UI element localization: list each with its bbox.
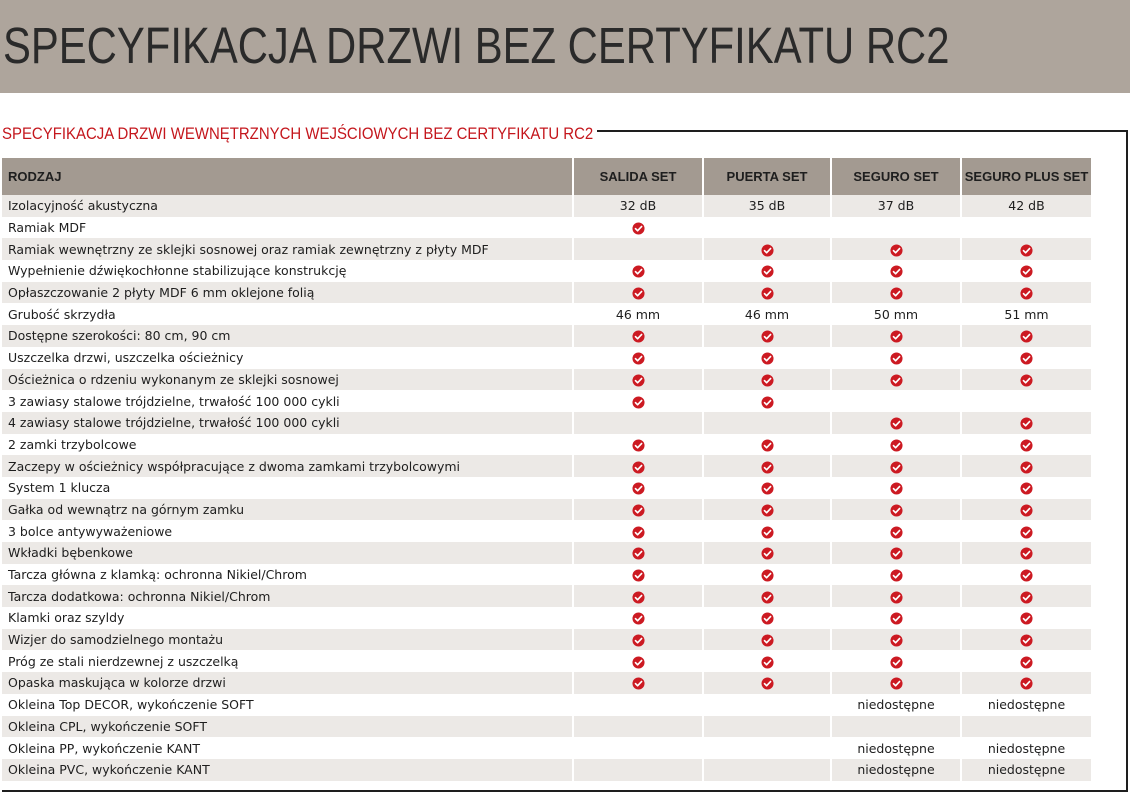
row-cell: [573, 369, 703, 391]
row-cell: [961, 564, 1091, 586]
row-label: Tarcza główna z klamką: ochronna Nikiel/Chrom: [2, 564, 573, 586]
row-value: niedostępne: [987, 740, 1066, 756]
check-icon: [632, 656, 645, 669]
row-label: Okleina PVC, wykończenie KANT: [2, 759, 573, 781]
row-cell: [703, 672, 831, 694]
row-label: Ramiak wewnętrzny ze sklejki sosnowej oraz ramiak zewnętrzny z płyty MDF: [2, 238, 573, 260]
row-cell: [703, 650, 831, 672]
check-icon: [1020, 330, 1033, 343]
row-label: Próg ze stali nierdzewnej z uszczelką: [2, 650, 573, 672]
row-cell: [573, 412, 703, 434]
row-cell: [703, 585, 831, 607]
row-cell: [961, 585, 1091, 607]
frame-line-bottom: [2, 790, 1128, 792]
row-cell: [831, 260, 961, 282]
row-cell: [573, 347, 703, 369]
row-cell: [573, 564, 703, 586]
table-row: [2, 303, 1091, 325]
row-value: 46 mm: [703, 303, 831, 325]
check-icon: [1020, 634, 1033, 647]
row-cell: [703, 542, 831, 564]
row-value: 35 dB: [703, 195, 831, 217]
row-label: 3 bolce antywyważeniowe: [2, 520, 573, 542]
row-cell: [573, 759, 703, 781]
page-title: SPECYFIKACJA DRZWI BEZ CERTYFIKATU RC2: [3, 17, 950, 74]
row-cell: [703, 520, 831, 542]
row-value: niedostępne: [987, 697, 1066, 713]
row-cell: [831, 282, 961, 304]
row-cell: [961, 629, 1091, 651]
check-icon: [890, 526, 903, 539]
check-icon: [761, 461, 774, 474]
row-cell: [703, 390, 831, 412]
row-cell: [573, 282, 703, 304]
table-row: [2, 542, 1091, 564]
row-cell: [703, 716, 831, 738]
row-cell: [961, 369, 1091, 391]
table-row: [2, 564, 1091, 586]
row-label: 4 zawiasy stalowe trójdzielne, trwałość 100 000 cykli: [2, 412, 573, 434]
header-seguro-plus-set: SEGURO PLUS SET: [961, 158, 1091, 195]
frame-line-right: [1126, 130, 1128, 792]
row-cell: [831, 412, 961, 434]
row-cell: [831, 347, 961, 369]
check-icon: [1020, 265, 1033, 278]
check-icon: [761, 287, 774, 300]
row-label: System 1 klucza: [2, 477, 573, 499]
check-icon: [761, 677, 774, 690]
check-icon: [890, 482, 903, 495]
frame-line-top: [597, 130, 1128, 132]
row-cell: [961, 499, 1091, 521]
row-value: 42 dB: [961, 195, 1091, 217]
check-icon: [890, 374, 903, 387]
check-icon: [761, 526, 774, 539]
table-header-row: [2, 158, 1091, 195]
row-cell: [961, 282, 1091, 304]
row-cell: [831, 238, 961, 260]
table-row: [2, 347, 1091, 369]
row-value: 50 mm: [831, 303, 961, 325]
row-cell: [573, 390, 703, 412]
row-cell: [573, 542, 703, 564]
row-cell: [831, 499, 961, 521]
check-icon: [1020, 244, 1033, 257]
check-icon: [632, 526, 645, 539]
check-icon: [1020, 504, 1033, 517]
row-cell: [961, 434, 1091, 456]
row-cell: [831, 369, 961, 391]
check-icon: [1020, 569, 1033, 582]
check-icon: [632, 547, 645, 560]
check-icon: [761, 569, 774, 582]
row-cell: [831, 477, 961, 499]
table-row: [2, 390, 1091, 412]
check-icon: [1020, 482, 1033, 495]
row-cell: [573, 650, 703, 672]
check-icon: [761, 439, 774, 452]
check-icon: [632, 461, 645, 474]
check-icon: [632, 352, 645, 365]
check-icon: [890, 634, 903, 647]
check-icon: [632, 374, 645, 387]
row-value: 51 mm: [1004, 306, 1049, 322]
check-icon: [632, 439, 645, 452]
row-cell: [573, 477, 703, 499]
table-row: [2, 520, 1091, 542]
check-icon: [632, 222, 645, 235]
table-row: [2, 217, 1091, 239]
table-row: [2, 737, 1091, 759]
check-icon: [761, 612, 774, 625]
check-icon: [1020, 612, 1033, 625]
check-icon: [890, 461, 903, 474]
spec-table: [2, 158, 1091, 781]
check-icon: [632, 677, 645, 690]
check-icon: [890, 287, 903, 300]
check-icon: [1020, 461, 1033, 474]
check-icon: [890, 656, 903, 669]
table-row: [2, 477, 1091, 499]
row-label: Klamki oraz szyldy: [2, 607, 573, 629]
row-label: Zaczepy w ościeżnicy współpracujące z dwoma zamkami trzybolcowymi: [2, 455, 573, 477]
row-cell: [703, 260, 831, 282]
row-cell: [831, 629, 961, 651]
check-icon: [761, 656, 774, 669]
row-label: Wkładki bębenkowe: [2, 542, 573, 564]
check-icon: [761, 352, 774, 365]
row-cell: [831, 672, 961, 694]
row-cell: [831, 455, 961, 477]
row-cell: [703, 282, 831, 304]
check-icon: [1020, 547, 1033, 560]
row-cell: [703, 607, 831, 629]
row-cell: [831, 607, 961, 629]
check-icon: [890, 244, 903, 257]
row-label: Uszczelka drzwi, uszczelka ościeżnicy: [2, 347, 573, 369]
row-cell: [573, 629, 703, 651]
row-cell: [961, 520, 1091, 542]
row-cell: [961, 325, 1091, 347]
check-icon: [761, 244, 774, 257]
check-icon: [1020, 439, 1033, 452]
row-value: niedostępne: [831, 759, 961, 781]
row-cell: [703, 369, 831, 391]
table-row: [2, 499, 1091, 521]
row-cell: [573, 607, 703, 629]
row-label: Ościeżnica o rdzeniu wykonanym ze sklejki sosnowej: [2, 369, 573, 391]
header-puerta-set: PUERTA SET: [703, 158, 831, 195]
table-row: [2, 412, 1091, 434]
table-row: [2, 607, 1091, 629]
row-cell: [831, 325, 961, 347]
section-subtitle: SPECYFIKACJA DRZWI WEWNĘTRZNYCH WEJŚCIOWYCH BEZ CERTYFIKATU RC2: [2, 124, 594, 143]
row-cell: [573, 499, 703, 521]
row-cell: [961, 650, 1091, 672]
row-cell: [831, 585, 961, 607]
row-cell: [831, 217, 961, 239]
row-cell: [573, 520, 703, 542]
row-value: niedostępne: [831, 694, 961, 716]
check-icon: [890, 612, 903, 625]
check-icon: [632, 634, 645, 647]
check-icon: [632, 591, 645, 604]
table-row: [2, 238, 1091, 260]
row-cell: [703, 694, 831, 716]
row-cell: [573, 238, 703, 260]
check-icon: [890, 330, 903, 343]
check-icon: [632, 287, 645, 300]
table-row: [2, 260, 1091, 282]
check-icon: [761, 396, 774, 409]
row-cell: [573, 585, 703, 607]
check-icon: [1020, 526, 1033, 539]
table-row: [2, 694, 1091, 716]
row-cell: [961, 217, 1091, 239]
check-icon: [632, 504, 645, 517]
row-label: Okleina CPL, wykończenie SOFT: [2, 716, 573, 738]
row-label: Opaska maskująca w kolorze drzwi: [2, 672, 573, 694]
row-cell: [961, 455, 1091, 477]
row-cell: [961, 347, 1091, 369]
check-icon: [1020, 656, 1033, 669]
check-icon: [890, 504, 903, 517]
row-cell: [703, 455, 831, 477]
row-cell: [961, 390, 1091, 412]
row-cell: [703, 759, 831, 781]
table-row: [2, 716, 1091, 738]
check-icon: [632, 612, 645, 625]
check-icon: [890, 417, 903, 430]
check-icon: [632, 482, 645, 495]
table-row: [2, 759, 1091, 781]
check-icon: [1020, 591, 1033, 604]
check-icon: [761, 547, 774, 560]
row-cell: [831, 542, 961, 564]
check-icon: [890, 677, 903, 690]
row-cell: [703, 238, 831, 260]
check-icon: [1020, 287, 1033, 300]
table-row: [2, 455, 1091, 477]
row-label: Opłaszczowanie 2 płyty MDF 6 mm oklejone folią: [2, 282, 573, 304]
table-row: [2, 195, 1091, 217]
row-label: Wypełnienie dźwiękochłonne stabilizujące konstrukcję: [2, 260, 573, 282]
check-icon: [1020, 417, 1033, 430]
row-label: 3 zawiasy stalowe trójdzielne, trwałość 100 000 cykli: [2, 390, 573, 412]
check-icon: [1020, 352, 1033, 365]
row-value: 37 dB: [831, 195, 961, 217]
row-label: Ramiak MDF: [2, 217, 573, 239]
row-cell: [961, 477, 1091, 499]
check-icon: [632, 569, 645, 582]
row-label: Dostępne szerokości: 80 cm, 90 cm: [2, 325, 573, 347]
row-label: Okleina PP, wykończenie KANT: [2, 737, 573, 759]
row-value: niedostępne: [831, 737, 961, 759]
row-cell: [703, 217, 831, 239]
check-icon: [890, 265, 903, 278]
row-cell: [703, 347, 831, 369]
row-label: 2 zamki trzybolcowe: [2, 434, 573, 456]
check-icon: [761, 374, 774, 387]
row-cell: [573, 325, 703, 347]
row-label: Izolacyjność akustyczna: [2, 195, 573, 217]
row-label: Gałka od wewnątrz na górnym zamku: [2, 499, 573, 521]
table-row: [2, 672, 1091, 694]
check-icon: [761, 265, 774, 278]
check-icon: [632, 396, 645, 409]
check-icon: [632, 265, 645, 278]
table-row: [2, 650, 1091, 672]
row-cell: [573, 694, 703, 716]
row-cell: [831, 390, 961, 412]
header-salida-set: SALIDA SET: [573, 158, 703, 195]
row-cell: [961, 607, 1091, 629]
row-cell: [703, 499, 831, 521]
check-icon: [890, 569, 903, 582]
row-cell: [961, 672, 1091, 694]
row-label: Okleina Top DECOR, wykończenie SOFT: [2, 694, 573, 716]
table-row: [2, 369, 1091, 391]
row-cell: [831, 650, 961, 672]
row-label: Wizjer do samodzielnego montażu: [2, 629, 573, 651]
row-cell: [831, 434, 961, 456]
row-cell: [831, 716, 961, 738]
table-body: [2, 195, 1091, 781]
check-icon: [1020, 374, 1033, 387]
check-icon: [761, 634, 774, 647]
row-cell: [831, 564, 961, 586]
table-row: [2, 585, 1091, 607]
row-cell: [703, 325, 831, 347]
check-icon: [890, 439, 903, 452]
header-rodzaj: RODZAJ: [2, 158, 573, 195]
header-band: [0, 0, 1130, 93]
table-row: [2, 282, 1091, 304]
check-icon: [761, 330, 774, 343]
check-icon: [761, 504, 774, 517]
table-row: [2, 325, 1091, 347]
table-row: [2, 434, 1091, 456]
row-cell: [703, 412, 831, 434]
row-value: 32 dB: [573, 195, 703, 217]
check-icon: [632, 330, 645, 343]
row-cell: [961, 542, 1091, 564]
row-value: niedostępne: [961, 759, 1091, 781]
row-cell: [573, 434, 703, 456]
row-cell: [961, 716, 1091, 738]
row-label: Grubość skrzydła: [2, 303, 573, 325]
row-cell: [573, 217, 703, 239]
check-icon: [890, 591, 903, 604]
row-value: 46 mm: [573, 303, 703, 325]
check-icon: [890, 352, 903, 365]
row-cell: [831, 520, 961, 542]
row-cell: [703, 737, 831, 759]
row-cell: [961, 260, 1091, 282]
row-cell: [573, 716, 703, 738]
row-cell: [703, 477, 831, 499]
check-icon: [890, 547, 903, 560]
row-cell: [703, 564, 831, 586]
row-cell: [703, 434, 831, 456]
row-cell: [703, 629, 831, 651]
check-icon: [761, 591, 774, 604]
row-cell: [961, 238, 1091, 260]
table-row: [2, 629, 1091, 651]
row-cell: [961, 412, 1091, 434]
row-cell: [573, 455, 703, 477]
row-cell: [573, 737, 703, 759]
check-icon: [761, 482, 774, 495]
check-icon: [1020, 677, 1033, 690]
row-cell: [573, 260, 703, 282]
header-seguro-set: SEGURO SET: [831, 158, 961, 195]
row-cell: [573, 672, 703, 694]
row-label: Tarcza dodatkowa: ochronna Nikiel/Chrom: [2, 585, 573, 607]
